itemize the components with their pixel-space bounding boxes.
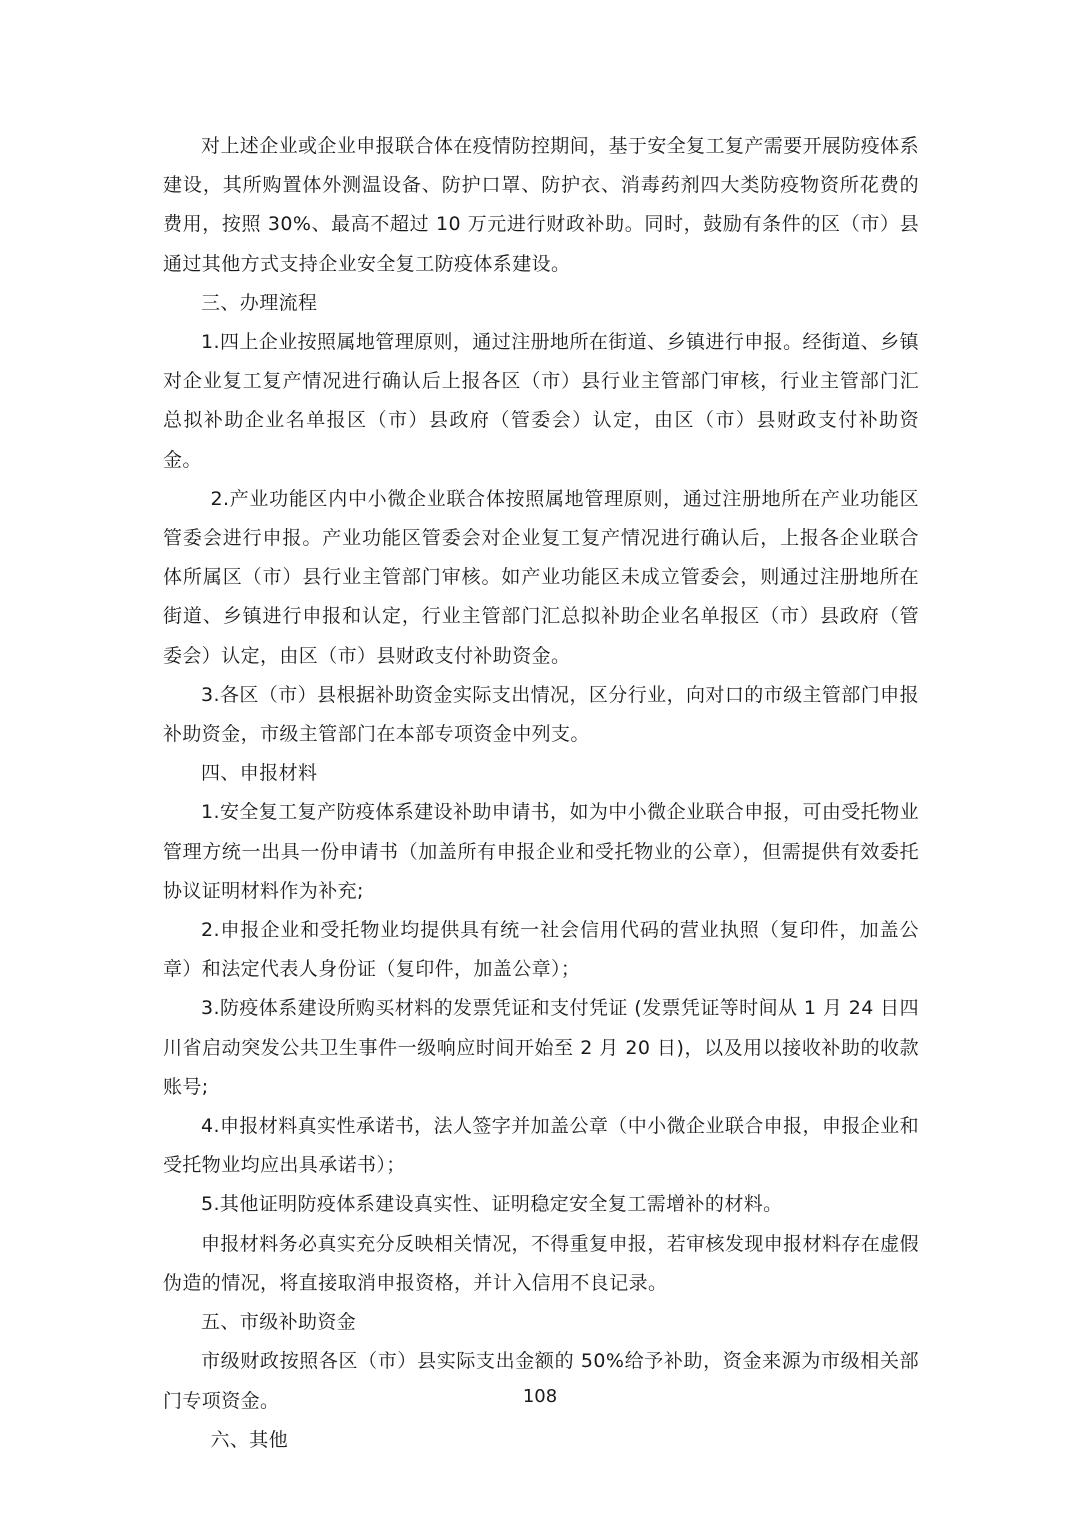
materials-note: 申报材料务必真实充分反映相关情况，不得重复申报，若审核发现申报材料存在虚假伪造的情况，将直接取消申报资格，并计入信用不良记录。 <box>163 1232 919 1294</box>
materials-item-1: 1.安全复工复产防疫体系建设补助申请书，如为中小微企业联合申报，可由受托物业管理方统一出具一份申请书（加盖所有申报企业和受托物业的公章），但需提供有效委托协议证明材料作为补充; <box>163 801 919 902</box>
document-body <box>163 127 919 1460</box>
section-heading-funding: 五、市级补助资金 <box>201 1311 357 1334</box>
procedure-item-1: 1.四上企业按照属地管理原则，通过注册地所在街道、乡镇进行申报。经街道、乡镇对企业复工复产情况进行确认后上报各区（市）县行业主管部门审核，行业主管部门汇总拟补助企业名单报区（市）县政府（管委会）认定，由区（市）县财政支付补助资金。 <box>163 331 919 471</box>
materials-item-5: 5.其他证明防疫体系建设真实性、证明稳定安全复工需增补的材料。 <box>201 1193 783 1216</box>
page-number: 108 <box>522 1386 558 1407</box>
section-heading-materials: 四、申报材料 <box>201 762 318 785</box>
section-heading-procedure: 三、办理流程 <box>201 291 318 314</box>
paragraph-subsidy-description: 对上述企业或企业申报联合体在疫情防控期间，基于安全复工复产需要开展防疫体系建设，其所购置体外测温设备、防护口罩、防护衣、消毒药剂四大类防疫物资所花费的费用，按照 30%、最高不超过 10 万元进行财政补助。同时，鼓励有条件的区（市）县通过其他方式支持企业安全复工防疫体系建设。 <box>163 135 919 275</box>
materials-item-2: 2.申报企业和受托物业均提供具有统一社会信用代码的营业执照（复印件，加盖公章）和法定代表人身份证（复印件，加盖公章）； <box>163 919 919 981</box>
materials-item-3: 3.防疫体系建设所购买材料的发票凭证和支付凭证 (发票凭证等时间从 1 月 24 日四川省启动突发公共卫生事件一级响应时间开始至 2 月 20 日)，以及用以接收补助的收款账号; <box>163 997 919 1098</box>
funding-description: 市级财政按照各区（市）县实际支出金额的 50%给予补助，资金来源为市级相关部门专项资金。 <box>163 1350 919 1412</box>
materials-item-4: 4.申报材料真实性承诺书，法人签字并加盖公章（中小微企业联合申报，申报企业和受托物业均应出具承诺书）； <box>163 1115 919 1177</box>
section-heading-other: 六、其他 <box>210 1428 289 1451</box>
procedure-item-3: 3.各区（市）县根据补助资金实际支出情况，区分行业，向对口的市级主管部门申报补助资金，市级主管部门在本部专项资金中列支。 <box>163 683 919 746</box>
procedure-item-2: 2.产业功能区内中小微企业联合体按照属地管理原则，通过注册地所在产业功能区管委会进行申报。产业功能区管委会对企业复工复产情况进行确认后，上报各企业联合体所属区（市）县行业主管部门审核。如产业功能区未成立管委会，则通过注册地所在街道、乡镇进行申报和认定，行业主管部门汇总拟补助企业名单报区（市）县政府（管委会）认定，由区（市）县财政支付补助资金。 <box>163 487 919 667</box>
